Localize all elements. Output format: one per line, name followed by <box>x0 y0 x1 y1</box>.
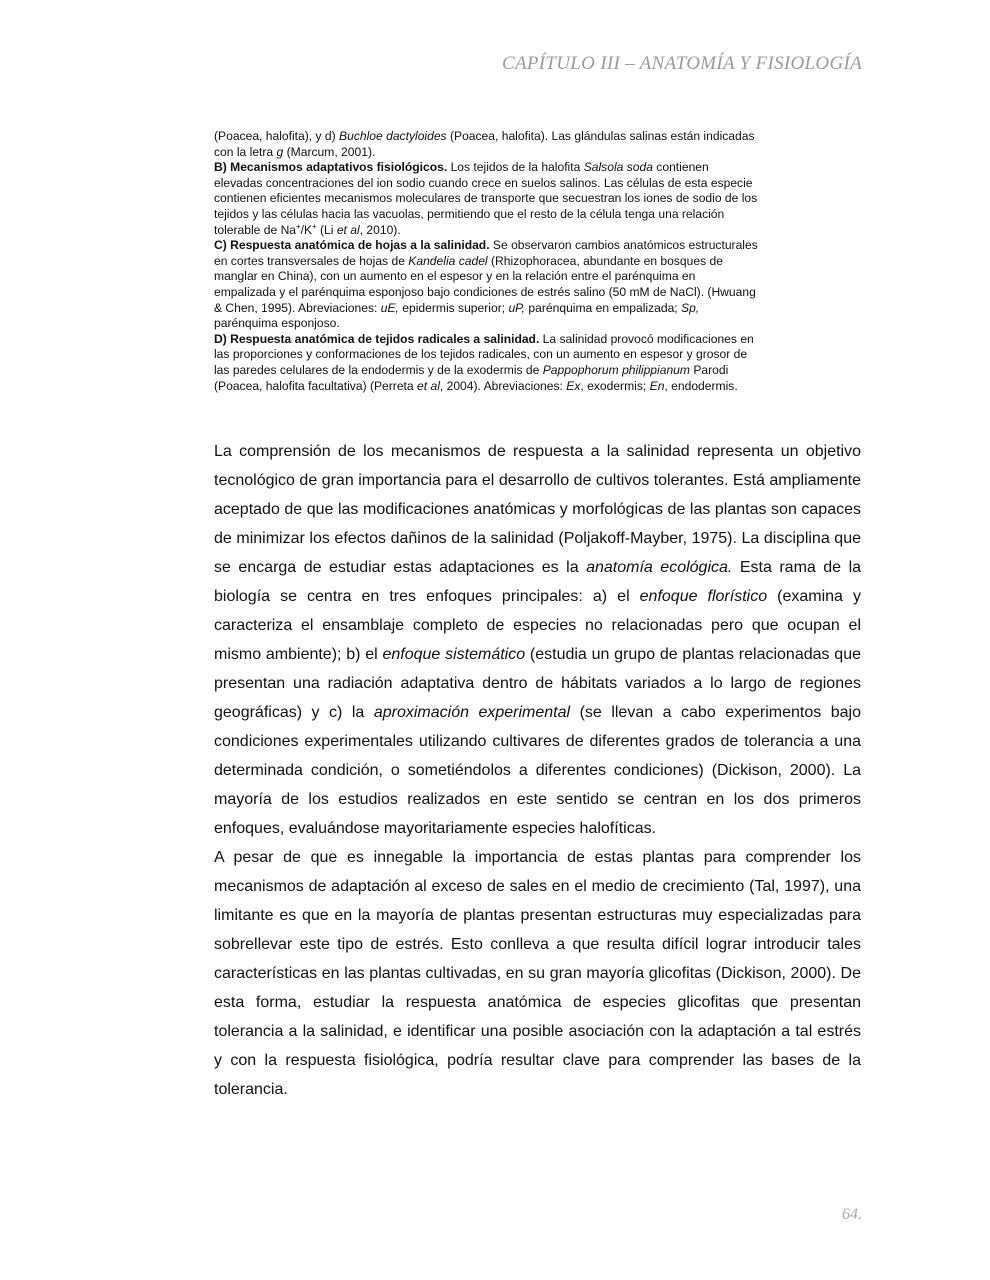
caption-text: Los tejidos de la halofita <box>447 160 584 175</box>
abbreviation: Sp, <box>681 300 700 315</box>
body-paragraph-1 <box>214 437 861 843</box>
species-name: Salsola soda <box>583 160 653 175</box>
caption-text: (Rhizophoracea, abundante en bosques de manglar en China), con un aumento en el espesor y en la relación entre el parénquima en empalizada y el parénquima esponjoso bajo condiciones de estrés salino (50 mM de NaCl). (Hwuang & Chen, 1995). Abreviaciones: <box>214 253 756 315</box>
page-number: 64. <box>842 1206 862 1223</box>
abbreviation: uE, <box>380 300 399 315</box>
abbreviation: Ex <box>566 378 581 393</box>
species-name: Pappophorum philippianum <box>542 362 690 377</box>
section-c-heading: C) Respuesta anatómica de hojas a la salinidad. <box>214 238 490 253</box>
paragraph-text: Esta rama de la biología se centra en tres enfoques principales: a) el <box>214 559 862 605</box>
caption-text: , endodermis. <box>664 378 738 393</box>
gland-letter: g <box>276 144 284 159</box>
et-al: et al <box>417 378 440 393</box>
abbreviation: En <box>649 378 665 393</box>
figure-caption <box>214 129 759 394</box>
caption-text: (Marcum, 2001). <box>283 144 376 159</box>
caption-section-c <box>214 238 759 332</box>
caption-text: /K <box>300 222 313 237</box>
caption-intro <box>214 129 759 160</box>
emphasis: aproximación experimental <box>373 704 571 721</box>
caption-text: (Poacea, halofita). Las glándulas salinas están indicadas con la letra <box>214 129 755 159</box>
chapter-header: CAPÍTULO III – ANATOMÍA Y FISIOLOGÍA <box>501 53 862 74</box>
main-body <box>214 437 861 1104</box>
caption-text: (Poacea, halofita), y d) <box>214 129 340 143</box>
emphasis: enfoque florístico <box>639 588 768 605</box>
caption-section-b <box>214 160 759 238</box>
caption-text: epidermis superior; <box>398 300 509 315</box>
paragraph-text: (estudia un grupo de plantas relacionadas que presentan una radiación adaptativa dentro de hábitats variados a lo largo de regiones geográficas) y c) la <box>214 646 861 721</box>
paragraph-text: (examina y caracteriza el ensamblaje completo de especies no relacionadas pero que ocupan el mismo ambiente); b) el <box>214 588 861 663</box>
section-b-heading: B) Mecanismos adaptativos fisiológicos. <box>214 160 448 175</box>
caption-text: , 2004). Abreviaciones: <box>439 378 567 393</box>
superscript: + <box>312 221 317 231</box>
caption-text: Se observaron cambios anatómicos estructurales en cortes transversales de hojas de <box>214 238 758 268</box>
superscript: + <box>296 221 301 231</box>
emphasis: anatomía ecológica. <box>586 559 733 576</box>
caption-text: Parodi (Poacea, halofita facultativa) (Perreta <box>214 362 729 393</box>
paragraph-text: La comprensión de los mecanismos de respuesta a la salinidad representa un objetivo tecnológico de gran importancia para el desarrollo de cultivos tolerantes. Está ampliamente aceptado de que las modificaciones anatómicas y morfológicas de las plantas son capaces de minimizar los efectos dañinos de la salinidad (Poljakoff-Mayber, 1975). La disciplina que se encarga de estudiar estas adaptaciones es la <box>214 443 861 576</box>
section-d-heading: D) Respuesta anatómica de tejidos radicales a salinidad. <box>214 331 540 346</box>
species-name: Kandelia cadel <box>408 253 488 268</box>
caption-text: La salinidad provocó modificaciones en las proporciones y conformaciones de los tejidos radicales, con un aumento en espesor y grosor de las paredes celulares de la endodermis y de la exodermis de <box>214 331 754 377</box>
emphasis: enfoque sistemático <box>382 646 526 663</box>
caption-text: (Li <box>316 222 337 237</box>
caption-text: , 2010). <box>359 222 401 237</box>
caption-text: parénquima en empalizada; <box>525 300 682 315</box>
paragraph-text: (se llevan a cabo experimentos bajo condiciones experimentales utilizando cultivares de diferentes grados de tolerancia a una determinada condición, o sometiéndolos a diferentes condiciones) (Dickison, 2000). La mayoría de los estudios realizados en este sentido se centran en los dos primeros enfoques, evaluándose mayoritariamente especies halofíticas. <box>214 704 862 837</box>
caption-text: parénquima esponjoso. <box>214 316 340 331</box>
species-name: Buchloe dactyloides <box>339 129 447 143</box>
caption-text: contienen elevadas concentraciones del ion sodio cuando crece en suelos salinos. Las células de esta especie contienen eficientes mecanismos moleculares de transporte que secuestran los iones de sodio de los tejidos y las células hacia las vacuolas, permitiendo que el resto de la célula tenga una relación tolerable de Na <box>214 160 758 237</box>
et-al: et al <box>336 222 360 237</box>
caption-section-d <box>214 332 759 394</box>
caption-text: , exodermis; <box>580 378 650 393</box>
abbreviation: uP, <box>508 300 526 315</box>
body-paragraph-2: A pesar de que es innegable la importancia de estas plantas para comprender los mecanismos de adaptación al exceso de sales en el medio de crecimiento (Tal, 1997), una limitante es que en la mayoría de plantas presentan estructuras muy especializadas para sobrellevar este tipo de estrés. Esto conlleva a que resulta difícil lograr introducir tales características en las plantas cultivadas, en su gran mayoría glicofitas (Dickison, 2000). De esta forma, estudiar la respuesta anatómica de especies glicofitas que presentan tolerancia a la salinidad, e identificar una posible asociación con la adaptación a tal estrés y con la respuesta fisiológica, podría resultar clave para comprender las bases de la tolerancia. <box>214 849 861 1098</box>
